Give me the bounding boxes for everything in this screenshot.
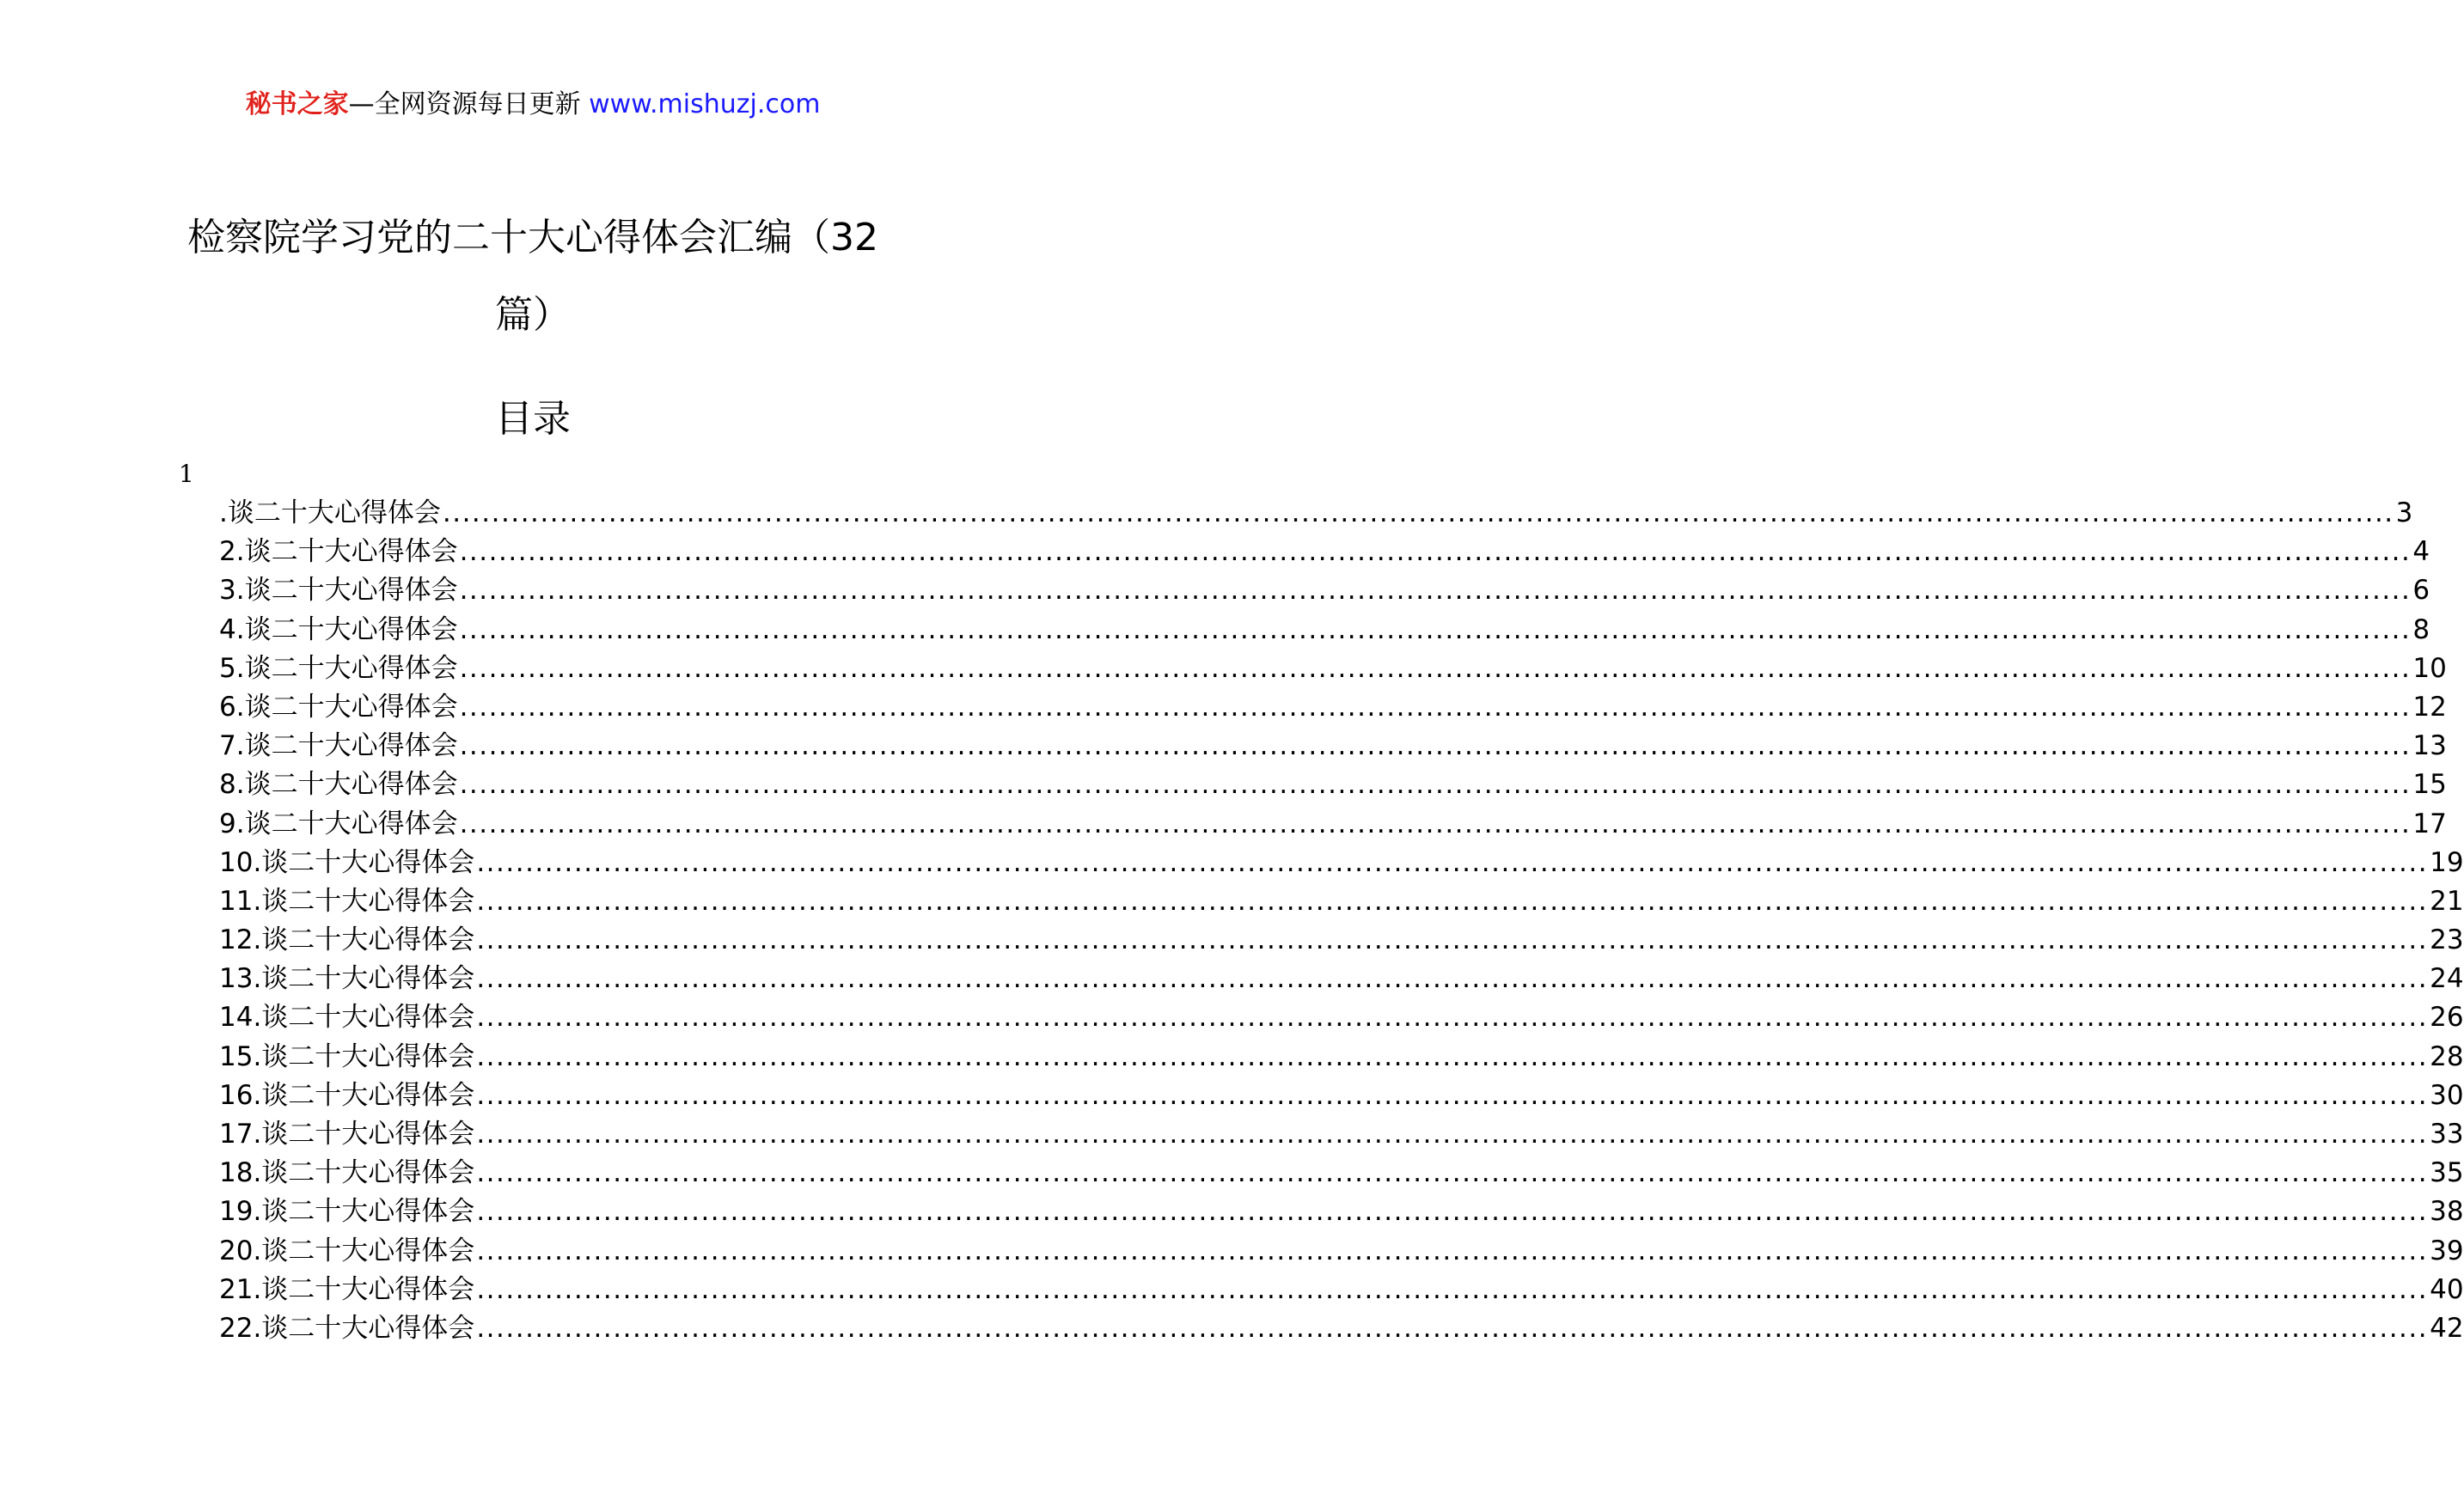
toc-entry[interactable]: [219, 571, 2430, 610]
toc-entry[interactable]: [219, 1309, 2464, 1348]
toc-entry[interactable]: [219, 766, 2447, 804]
toc-dot-leader: ........................................................................................................................................................................................................: [476, 1040, 2429, 1072]
toc-page-number: 21: [2430, 885, 2464, 917]
toc-page-number: 24: [2430, 963, 2464, 995]
toc-dot-leader: ........................................................................................................................................................................................................: [476, 1196, 2429, 1228]
toc-entry-label: 18.谈二十大心得体会: [219, 1157, 475, 1189]
toc-dot-leader: ........................................................................................................................................................................................................: [459, 691, 2412, 723]
toc-dot-leader: ........................................................................................................................................................................................................: [476, 1157, 2429, 1189]
header-slogan: —全网资源每日更新: [348, 89, 581, 119]
toc-entry[interactable]: [219, 1232, 2464, 1271]
toc-dot-leader: ........................................................................................................................................................................................................: [476, 1119, 2429, 1150]
stray-number: 1: [179, 460, 194, 488]
toc-entry[interactable]: [219, 1271, 2464, 1309]
toc-dot-leader: ........................................................................................................................................................................................................: [476, 1079, 2429, 1111]
toc-entry-label: 9.谈二十大心得体会: [219, 808, 458, 839]
toc-page-number: 23: [2430, 924, 2464, 956]
toc-entry-label: 13.谈二十大心得体会: [219, 963, 475, 995]
toc-entry[interactable]: [219, 960, 2464, 998]
site-url-link[interactable]: www.mishuzj.com: [589, 89, 821, 119]
toc-dot-leader: ........................................................................................................................................................................................................: [459, 730, 2412, 762]
toc-dot-leader: ........................................................................................................................................................................................................: [476, 1312, 2429, 1344]
toc-entry-label: .谈二十大心得体会: [219, 497, 441, 528]
toc-entry-label: 12.谈二十大心得体会: [219, 924, 475, 956]
toc-entry-label: 7.谈二十大心得体会: [219, 730, 458, 762]
toc-page-number: 40: [2430, 1273, 2464, 1305]
toc-entry-label: 3.谈二十大心得体会: [219, 575, 458, 607]
toc-entry-label: 6.谈二十大心得体会: [219, 691, 458, 723]
toc-entry[interactable]: [219, 882, 2464, 921]
toc-entry-label: 17.谈二十大心得体会: [219, 1119, 475, 1150]
toc-entry-label: 5.谈二十大心得体会: [219, 652, 458, 684]
toc-page-number: 3: [2395, 497, 2413, 528]
toc-page-number: 26: [2430, 1002, 2464, 1034]
document-title: 检察院学习党的二十大心得体会汇编（32篇）: [187, 216, 878, 337]
toc-entry[interactable]: [219, 844, 2464, 882]
toc-page-number: 33: [2430, 1119, 2464, 1150]
toc-entry[interactable]: [219, 1154, 2464, 1193]
toc-page-number: 38: [2430, 1196, 2464, 1228]
toc-entry[interactable]: [219, 805, 2447, 844]
toc-entry[interactable]: [219, 1193, 2464, 1231]
toc-page-number: 17: [2412, 808, 2447, 839]
toc-dot-leader: ........................................................................................................................................................................................................: [459, 575, 2412, 607]
toc-dot-leader: ........................................................................................................................................................................................................: [442, 497, 2394, 528]
toc-entry[interactable]: [219, 1115, 2464, 1154]
toc-page-number: 28: [2430, 1040, 2464, 1072]
toc-entry-label: 19.谈二十大心得体会: [219, 1196, 475, 1228]
toc-entry-label: 20.谈二十大心得体会: [219, 1235, 475, 1266]
toc-dot-leader: ........................................................................................................................................................................................................: [476, 1235, 2429, 1266]
toc-entry[interactable]: [219, 650, 2447, 688]
toc-entry[interactable]: [219, 1038, 2464, 1077]
toc-page-number: 8: [2412, 613, 2430, 645]
toc-page-number: 35: [2430, 1157, 2464, 1189]
toc-heading: 目录: [495, 397, 571, 441]
toc-entry-label: 8.谈二十大心得体会: [219, 769, 458, 801]
brand-name: 秘书之家: [245, 89, 349, 119]
toc-dot-leader: ........................................................................................................................................................................................................: [459, 536, 2412, 568]
toc-entry-label: 21.谈二十大心得体会: [219, 1273, 475, 1305]
toc-entry[interactable]: [219, 533, 2430, 571]
toc-page-number: 15: [2412, 769, 2447, 801]
toc-page-number: 19: [2430, 846, 2464, 878]
toc-entry[interactable]: [219, 727, 2447, 766]
toc-dot-leader: ........................................................................................................................................................................................................: [476, 1273, 2429, 1305]
toc-entry[interactable]: [219, 998, 2464, 1037]
toc-dot-leader: ........................................................................................................................................................................................................: [459, 652, 2412, 684]
toc-page-number: 6: [2412, 575, 2430, 607]
table-of-contents: [219, 494, 2464, 1348]
toc-entry[interactable]: [219, 921, 2464, 960]
toc-page-number: 42: [2430, 1312, 2464, 1344]
toc-entry-label: 4.谈二十大心得体会: [219, 613, 458, 645]
toc-entry[interactable]: [219, 611, 2430, 650]
toc-page-number: 10: [2412, 652, 2447, 684]
toc-entry-label: 10.谈二十大心得体会: [219, 846, 475, 878]
toc-dot-leader: ........................................................................................................................................................................................................: [459, 769, 2412, 801]
toc-page-number: 39: [2430, 1235, 2464, 1266]
toc-dot-leader: ........................................................................................................................................................................................................: [459, 613, 2412, 645]
site-header: [0, 88, 1066, 122]
toc-dot-leader: ........................................................................................................................................................................................................: [459, 808, 2412, 839]
toc-entry[interactable]: [219, 1077, 2464, 1115]
toc-entry-label: 16.谈二十大心得体会: [219, 1079, 475, 1111]
toc-page-number: 12: [2412, 691, 2447, 723]
toc-entry[interactable]: [219, 688, 2447, 727]
toc-page-number: 13: [2412, 730, 2447, 762]
toc-entry[interactable]: [219, 494, 2413, 533]
toc-entry-label: 11.谈二十大心得体会: [219, 885, 475, 917]
toc-entry-label: 15.谈二十大心得体会: [219, 1040, 475, 1072]
toc-entry-label: 14.谈二十大心得体会: [219, 1002, 475, 1034]
toc-dot-leader: ........................................................................................................................................................................................................: [476, 846, 2429, 878]
toc-dot-leader: ........................................................................................................................................................................................................: [476, 963, 2429, 995]
toc-page-number: 30: [2430, 1079, 2464, 1111]
toc-entry-label: 2.谈二十大心得体会: [219, 536, 458, 568]
toc-dot-leader: ........................................................................................................................................................................................................: [476, 1002, 2429, 1034]
toc-dot-leader: ........................................................................................................................................................................................................: [476, 924, 2429, 956]
toc-dot-leader: ........................................................................................................................................................................................................: [476, 885, 2429, 917]
toc-page-number: 4: [2412, 536, 2430, 568]
toc-entry-label: 22.谈二十大心得体会: [219, 1312, 475, 1344]
